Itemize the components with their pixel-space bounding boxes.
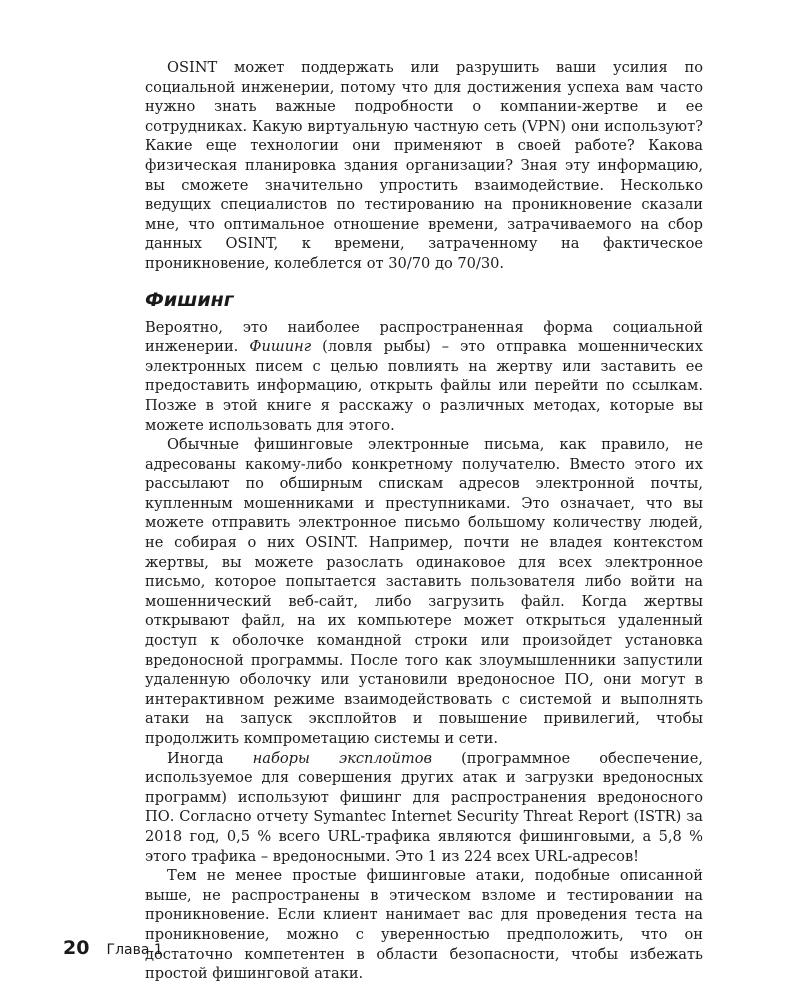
paragraph-osint: OSINT может поддержать или разрушить ваши усилия по социальной инженерии, потому что для достижения успеха вам часто нужно знать важные подробности о компании-жертве и ее сотрудниках. Какую виртуальную частную сеть (VPN) они используют? Какие еще технологии они применяют в своей работе? Какова физическая планировка здания организации? Зная эту информацию, вы сможете значительно упростить взаимодействие. Несколько ведущих специалистов по тестированию на проникновение сказали мне, что оптимальное отношение времени, затрачиваемого на сбор данных OSINT, к времени, затраченному на фактическое проникновение, колеблется от 30/70 до 70/30. [145,59,703,272]
term-phishing: Фишинг [249,338,312,356]
paragraph-4-before: Иногда [167,749,253,767]
paragraph-exploit-kits [145,749,703,867]
paragraph-ethical-hacking: Тем не менее простые фишинговые атаки, подобные описанной выше, не распространены в этическом взломе и тестировании на проникновение. Если клиент нанимает вас для проведения теста на проникновение, можно с уверенностью предположить, что он достаточно компетентен в области безопасности, чтобы избежать простой фишинговой атаки. [145,867,703,983]
page-number: 20 [63,937,90,959]
paragraph-2-before: Вероятно, это наиболее распространенная форма социальной инженерии. [145,318,703,356]
section-heading-phishing: Фишинг [145,288,234,311]
paragraph-4-after: (программное обеспечение, используемое для совершения других атак и загрузки вредоносных программ) используют фишинг для распространения вредоносного ПО. Согласно отчету Symantec Internet Security Threat Report (ISTR) за 2018 год, 0,5 % всего URL-трафика являются фишинговыми, а 5,8 % этого трафика – вредоносными. Это 1 из 224 всех URL-адресов! [145,749,703,865]
paragraph-2-after: (ловля рыбы) – это отправка мошеннических электронных писем с целью повлиять на жертву или заставить ее предоставить информацию, открыть файлы или перейти по ссылкам. Позже в этой книге я расскажу о различных методах, которые вы можете использовать для этого. [145,338,703,434]
term-exploit-kits: наборы эксплойтов [252,749,432,767]
paragraph-phishing-definition [145,318,703,436]
chapter-label: Глава 1 [106,942,163,958]
paragraph-mass-phishing: Обычные фишинговые электронные письма, как правило, не адресованы какому-либо конкретному получателю. Вместо этого их рассылают по обширным спискам адресов электронной почты, купленным мошенниками и преступниками. Это означает, что вы можете отправить электронное письмо большому количеству людей, не собирая о них OSINT. Например, почти не владея контекстом жертвы, вы можете разослать одинаковое для всех электронное письмо, которое попытается заставить пользователя либо войти на мошеннический веб-сайт, либо загрузить файл. Когда жертвы открывают файл, на их компьютере может открыться удаленный доступ к оболочке командной строки или произойдет установка вредоносной программы. После того как злоумышленники запустили удаленную оболочку или установили вредоносное ПО, они могут в интерактивном режиме взаимодействовать с системой и выполнять атаки на запуск эксплойтов и повышение привилегий, чтобы продолжить компрометацию системы и сети. [145,436,703,747]
page-body [145,58,703,984]
page-footer [63,937,163,959]
